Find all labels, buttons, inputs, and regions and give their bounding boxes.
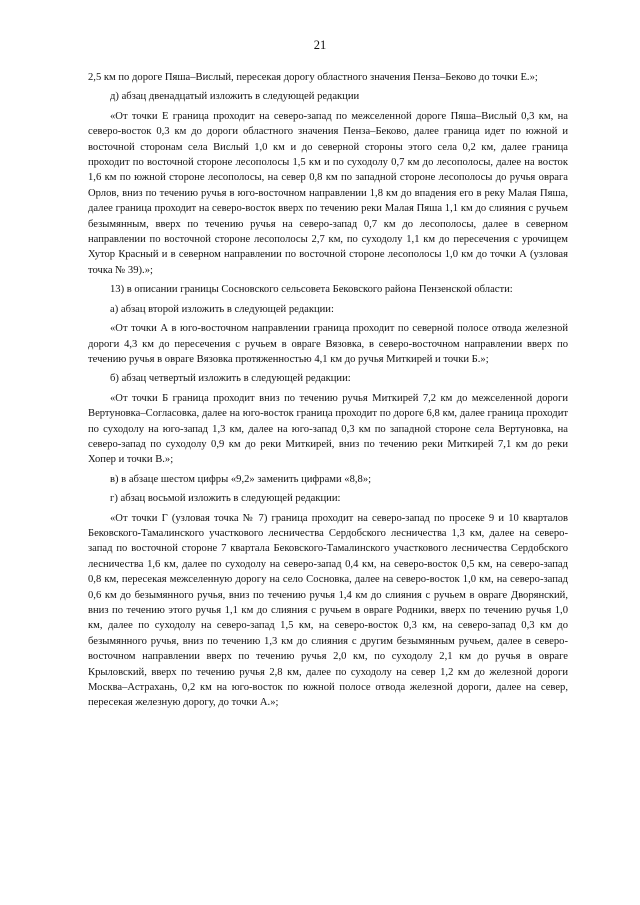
paragraph-instruction-a: а) абзац второй изложить в следующей редакции:	[110, 303, 334, 315]
document-body	[88, 70, 568, 711]
paragraph-continuation: 2,5 км по дороге Пяша–Вислый, пересекая дорогу областного значения Пенза–Беково до точки Е.»;	[88, 72, 538, 83]
paragraph-instruction-b: б) абзац четвертый изложить в следующей редакции:	[110, 373, 351, 385]
paragraph-quote-point-e: «От точки Е граница проходит на северо-запад по межселенной дороге Пяша–Вислый 0,3 км, на северо-восток 0,3 км до дороги областного значения Пенза–Беково, далее граница идет по южной и восточной сторонам села Вислый 1,0 км и до северной стороны этого села 0,2 км, далее граница проходит по восточной стороне лесополосы 1,5 км и по суходолу 0,7 км до лесополосы, далее на восток 1,6 км по южной стороне лесополосы, на север 0,8 км по западной стороне лесополосы до ручья оврага Орлов, вниз по течению ручья в юго-восточном направлении 1,8 км до впадения его в реку Малая Пяша, далее граница проходит на северо-восток вверх по течению реки Малая Пяша 1,1 км до слияния с ручьем безымянным, вверх по течению ручья на северо-запад 0,7 км до лесополосы, далее в северном направлении по восточной стороне лесополосы 2,7 км, по суходолу 1,1 км до пересечения с урочищем Хутор Красный и в северном направлении по восточной стороне лесополосы 1,0 км до точки А (узловая точка № 39).»;	[88, 110, 568, 276]
paragraph-quote-point-g: «От точки Г (узловая точка № 7) граница проходит на северо-запад по просеке 9 и 10 кварталов Бековского-Тамалинского участкового лесничества Сердобского лесничества 1,3 км, далее на северо-запад по восточной стороне 7 квартала Бековского-Тамалинского участкового лесничества Сердобского лесничества 1,6 км, далее по суходолу на северо-запад 0,4 км, на северо-восток 0,5 км, на северо-запад 0,8 км, пересекая межселенную дорогу на село Сосновка, далее на северо-восток 1,0 км, на северо-запад 0,6 км до безымянного ручья, вниз по течению ручья 1,4 км до слияния с ручьем в овраге Дворянский, вниз по течению этого ручья 1,1 км до слияния с ручьем в овраге Родники, вверх по течению ручья 1,0 км, далее по суходолу на северо-запад 1,5 км, на северо-восток 0,3 км, на северо-запад 0,3 км до безымянного ручья, вниз по течению 1,3 км до слияния с другим безымянным ручьем, далее в северо-восточном направлении вверх по течению ручья 2,0 км, по суходолу 2,1 км до ручья в овраге Крыловский, вверх по течению ручья 2,8 км, далее по суходолу на север 1,2 км до железной дороги Москва–Астрахань, 0,2 км на юго-восток по южной полосе отвода железной дороги, далее на север, пересекая железную дорогу, до точки А.»;	[88, 512, 568, 709]
paragraph-instruction-v: в) в абзаце шестом цифры «9,2» заменить цифрами «8,8»;	[110, 473, 372, 485]
paragraph-instruction-g: г) абзац восьмой изложить в следующей редакции:	[110, 493, 341, 505]
page-number: 21	[313, 38, 327, 52]
paragraph-item-13: 13) в описании границы Сосновского сельсовета Бековского района Пензенской области:	[110, 284, 513, 296]
paragraph-quote-point-a: «От точки А в юго-восточном направлении граница проходит по северной полосе отвода железной дороги 4,3 км до пересечения с ручьем в овраге Вязовка, в северо-восточном направлении вверх по течению ручья в овраге Вязовка протяженностью 4,1 км до ручья Миткирей и точки Б.»;	[88, 323, 568, 365]
paragraph-quote-point-b: «От точки Б граница проходит вниз по течению ручья Миткирей 7,2 км до межселенной дороги Вертуновка–Согласовка, далее на юго-восток граница проходит по дороге 6,8 км, далее граница проходит по суходолу на юго-запад 1,3 км, далее на юго-запад 0,3 км по западной стороне села Вертуновка, на северо-запад по суходолу 0,9 км до реки Миткирей, вниз по течению реки Миткирей 7,1 км до реки Хопер и точки В.»;	[88, 392, 568, 466]
paragraph-instruction-d: д) абзац двенадцатый изложить в следующей редакции	[110, 91, 360, 103]
